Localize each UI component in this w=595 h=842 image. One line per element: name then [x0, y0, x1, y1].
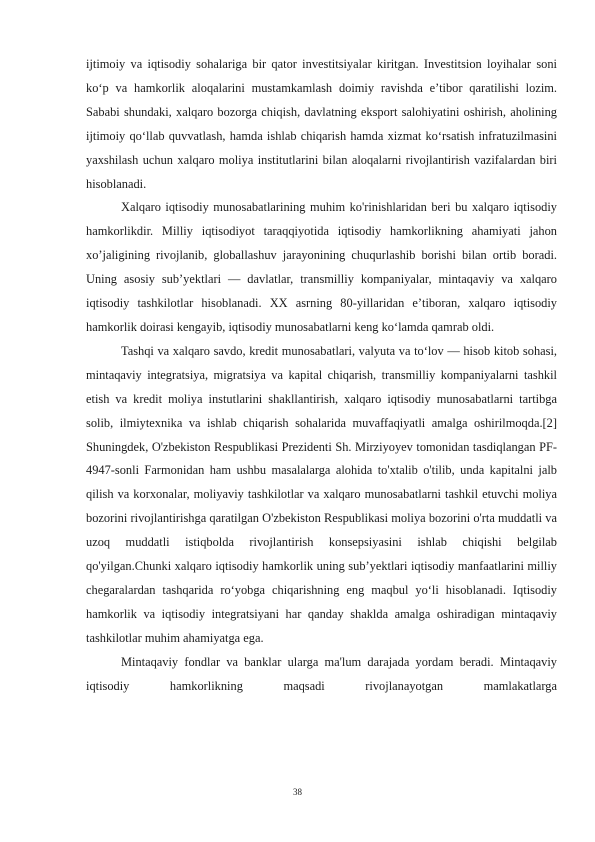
- paragraph-2: Xalqaro iqtisodiy munosabatlarining muhim ko'rinishlaridan beri bu xalqaro iqtisodiy hamkorlikdir. Milliy iqtisodiyot taraqqiyotida iqtisodiy hamkorlikning ahamiyati jahon xo’jaligining rivojlanib, globallashuv jarayonining chuqurlashib borishi bilan ortib boradi. Uning asosiy subʼyektlari — davlatlar, transmilliy kompaniyalar, mintaqaviy va xalqaro iqtisodiy tashkilotlar hisoblanadi. XX asrning 80-yillaridan eʼtiboran, xalqaro iqtisodiy hamkorlik doirasi kengayib, iqtisodiy munosabatlarni keng koʻlamda qamrab oldi.: [86, 200, 557, 334]
- paragraph-3: Tashqi va xalqaro savdo, kredit munosabatlari, valyuta va toʻlov — hisob kitob sohasi, mintaqaviy integratsiya, migratsiya va kapital chiqarish, transmilliy kompaniyalarni tashkil etish va kredit moliya instutlarini shakllantirish, xalqaro iqtisodiy munosabatlarni tartibga solib, ilmiytexnika va ishlab chiqarish sohalarida muvaffaqiyatli amalga oshirilmoqda.[2] Shuningdek, O'zbekiston Respublikasi Prezidenti Sh. Mirziyoyev tomonidan tasdiqlangan PF-4947-sonli Farmonidan ham ushbu masalalarga alohida to'xtalib o'tilib, unda kapitalni jalb qilish va korxonalar, moliyaviy tashkilotlar va xalqaro munosabatlarni tashkil etuvchi moliya bozorini rivojlantirishga qaratilgan O'zbekiston Respublikasi moliya bozorini o'rta muddatli va uzoq muddatli istiqbolda rivojlantirish konsepsiyasini ishlab chiqishi belgilab qo'yilgan.Chunki xalqaro iqtisodiy hamkorlik uning subʼyektlari iqtisodiy manfaatlarini milliy chegaralardan tashqarida roʻyobga chiqarishning eng maqbul yoʻli hisoblanadi. Iqtisodiy hamkorlik va iqtisodiy integratsiyani har qanday shaklda amalga oshiradigan mintaqaviy tashkilotlar muhim ahamiyatga ega.: [86, 343, 557, 645]
- paragraph-4: Mintaqaviy fondlar va banklar ularga ma'lum darajada yordam beradi. Mintaqaviy iqtisodiy hamkorlikning maqsadi rivojlanayotgan mamlakatlarga: [86, 654, 557, 693]
- paragraph-1: ijtimoiy va iqtisodiy sohalariga bir qator investitsiyalar kiritgan. Investitsion loyihalar soni ko‘p va hamkorlik aloqalarini mustamkamlash doimiy ravishda e’tibor qaratilishi lozim. Sababi shundaki, xalqaro bozorga chiqish, davlatning eksport salohiyatini oshirish, aholining ijtimoiy qo‘llab quvvatlash, hamda ishlab chiqarish hamda xizmat ko‘rsatish infratuzilmasini yaxshilash uchun xalqaro moliya institutlarini bilan aloqalarni rivojlantirish vazifalardan biri hisoblanadi.: [86, 57, 557, 191]
- page-number: 38: [293, 787, 302, 797]
- document-page: [86, 53, 557, 698]
